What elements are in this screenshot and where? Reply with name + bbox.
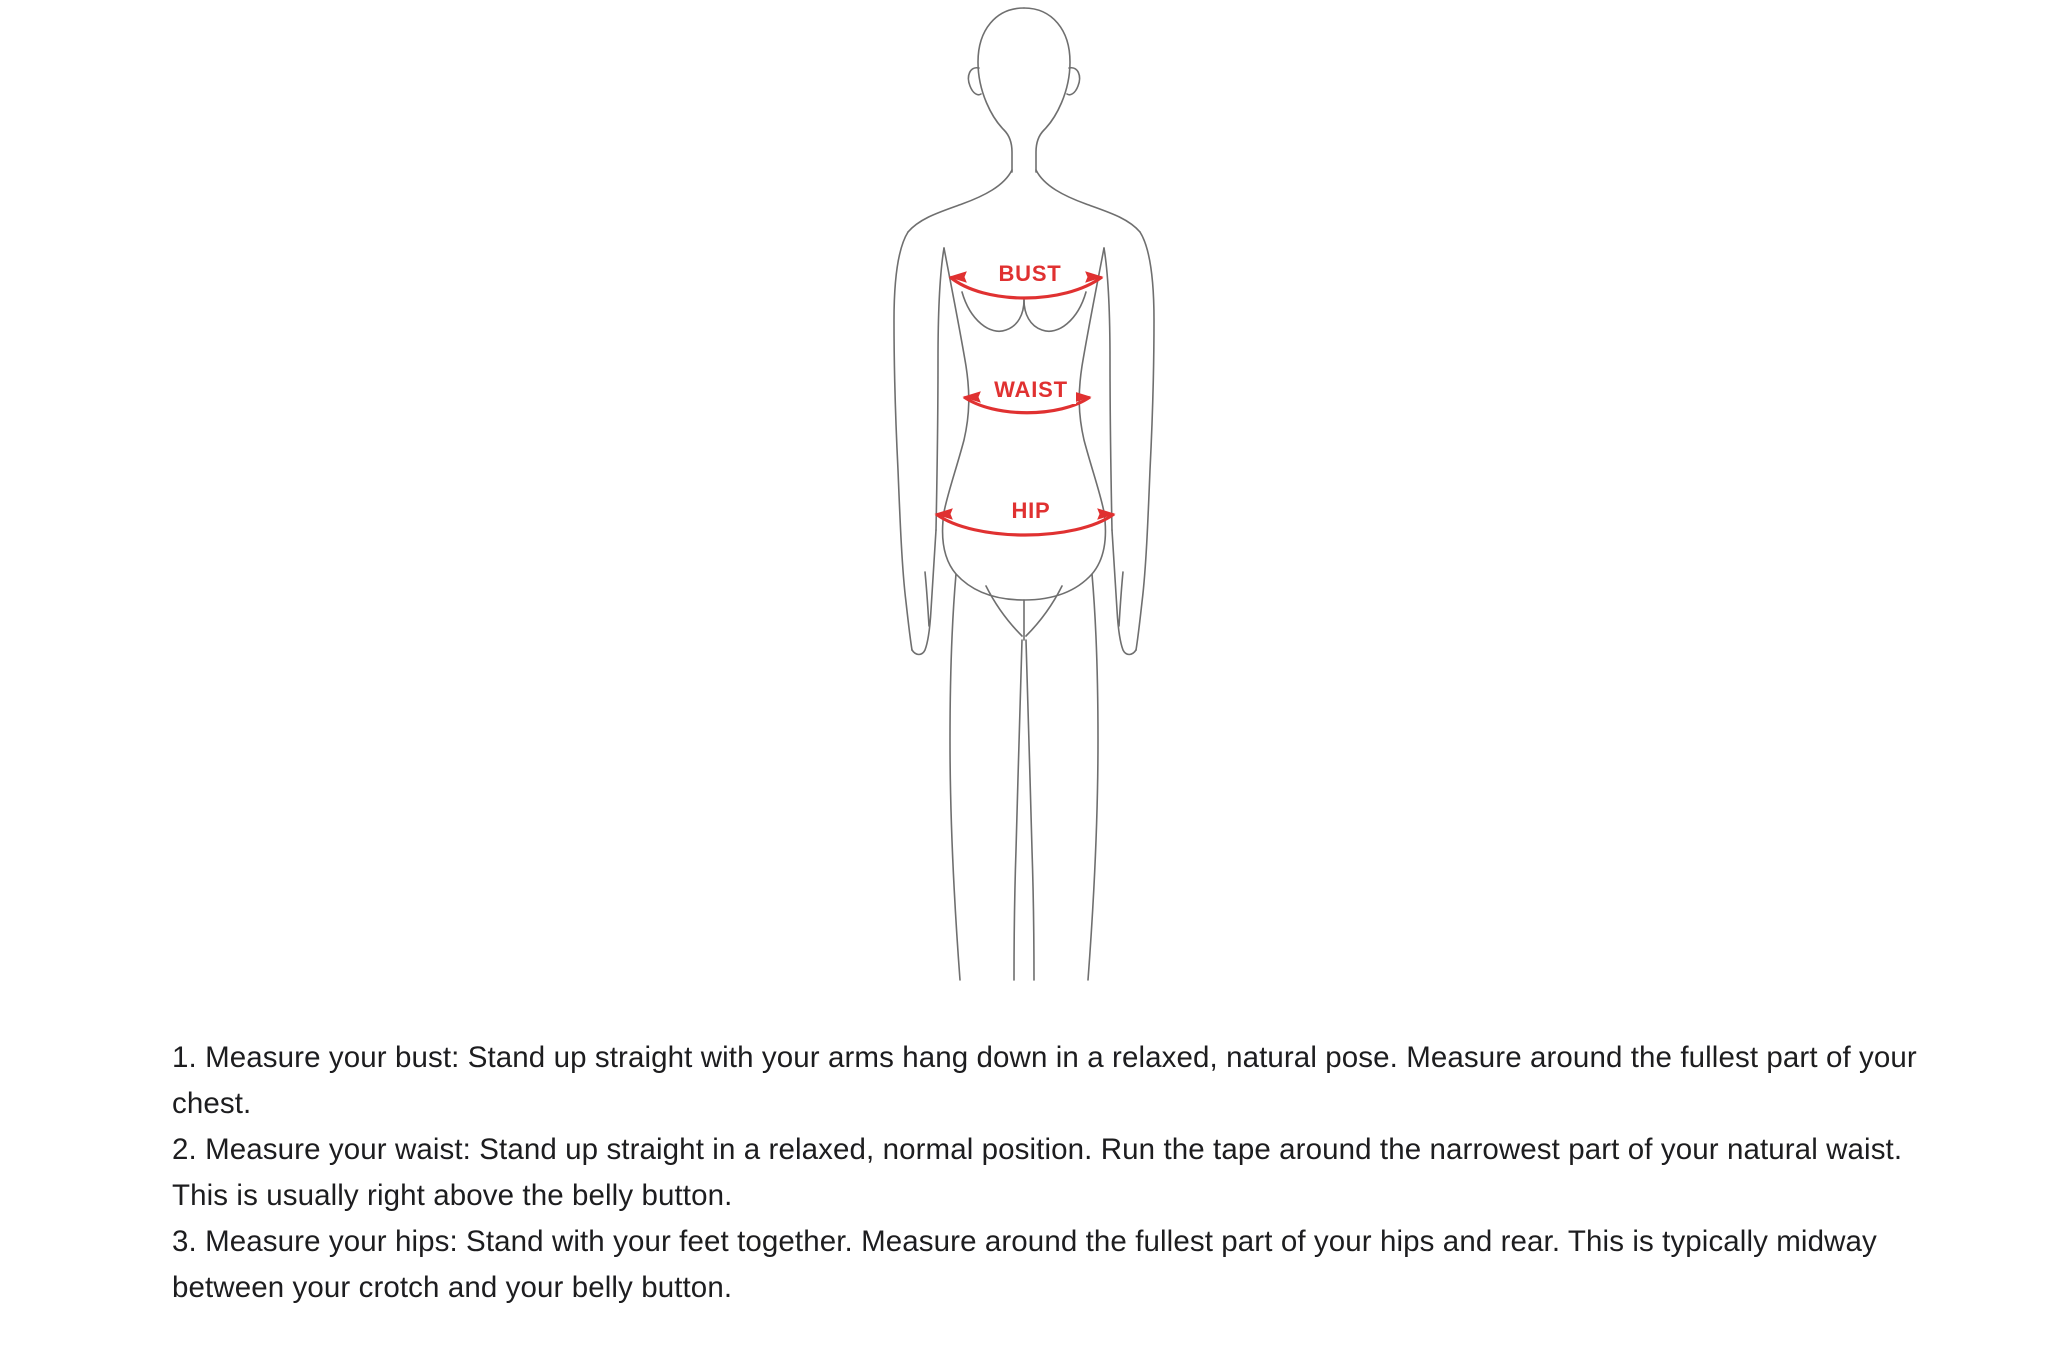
instruction-hips: 3. Measure your hips: Stand with your feet together. Measure around the fullest part of your hips and rear. This is typically midway between your crotch and your belly button. [172, 1225, 1877, 1305]
waist-measure-line [964, 377, 1090, 413]
instruction-waist: 2. Measure your waist: Stand up straight in a relaxed, normal position. Run the tape around the narrowest part of your natural waist. This is usually right above the belly button. [172, 1133, 1903, 1213]
waist-label: WAIST [994, 377, 1068, 402]
bust-measure-line [950, 261, 1102, 298]
measure-lines [936, 261, 1114, 535]
instruction-bust: 1. Measure your bust: Stand up straight with your arms hang down in a relaxed, natural pose. Measure around the fullest part of your chest. [172, 1041, 1917, 1121]
measurement-instructions [172, 1035, 1932, 1311]
female-body-measurement-diagram [644, 0, 1404, 990]
body-outline [894, 8, 1154, 980]
bust-label: BUST [998, 261, 1062, 286]
hip-measure-line [936, 498, 1114, 535]
hip-label: HIP [1011, 498, 1051, 523]
